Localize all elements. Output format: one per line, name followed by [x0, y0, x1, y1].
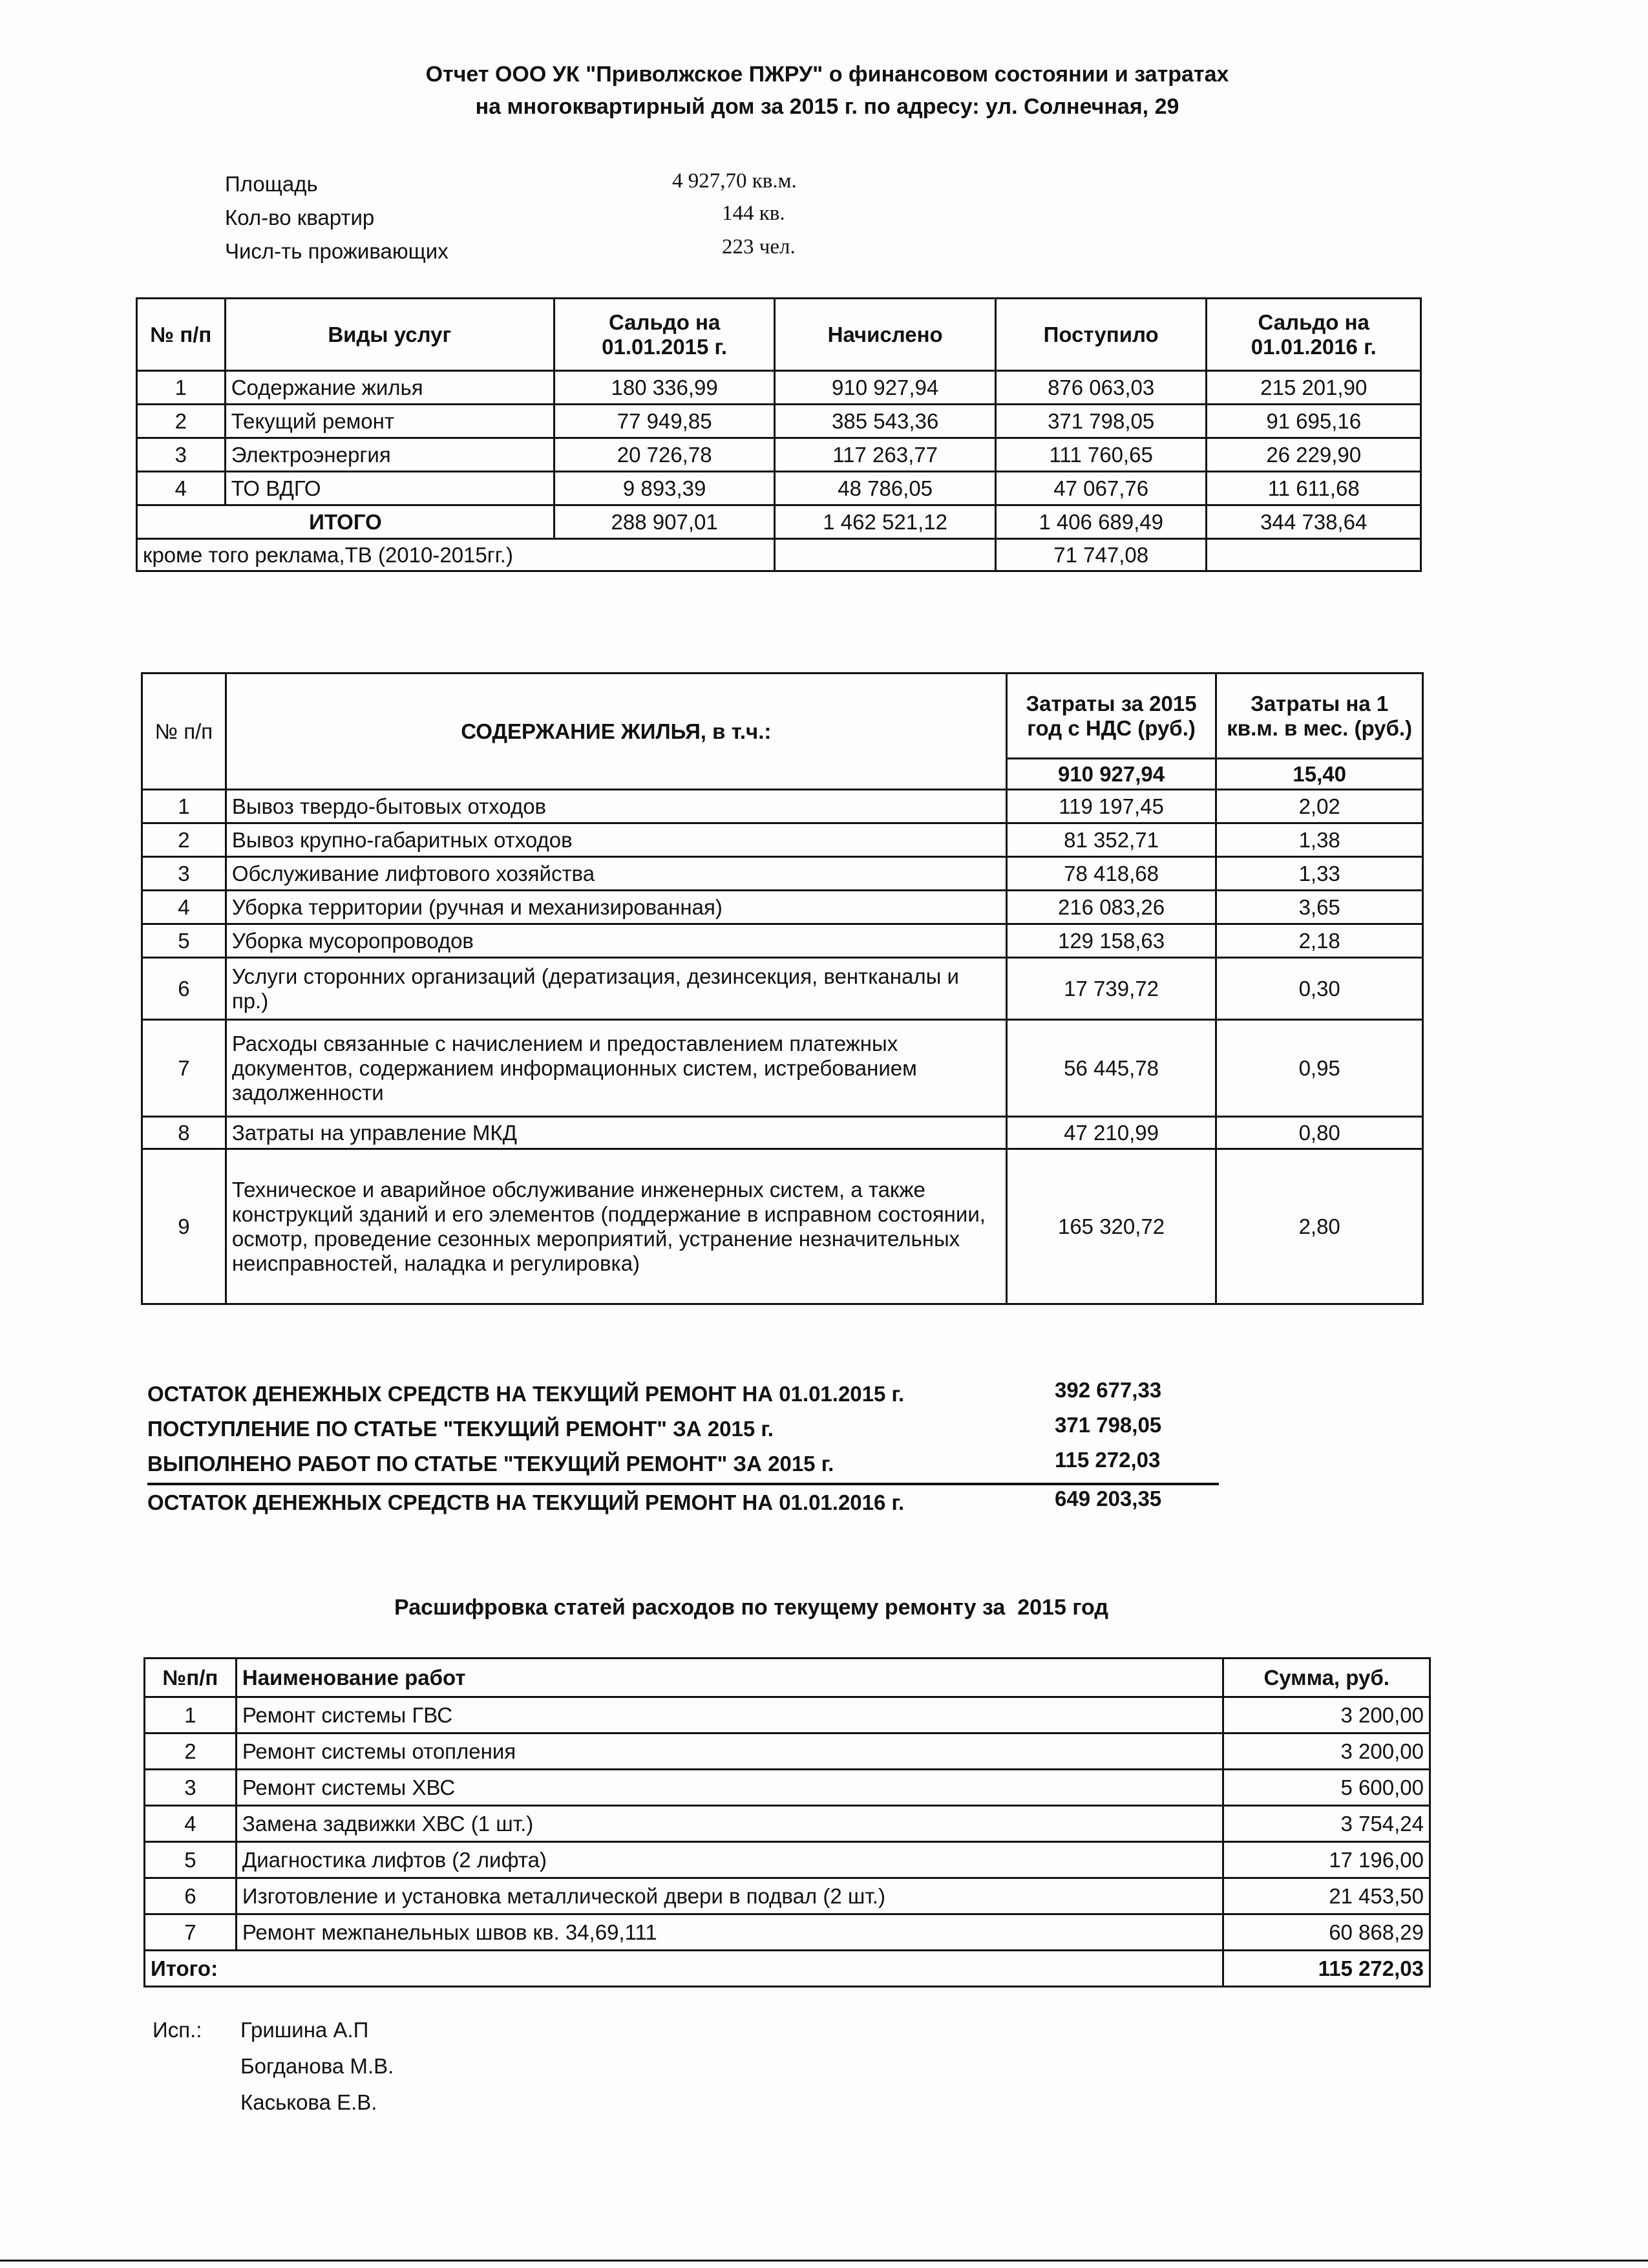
maintenance-header-number: № п/п — [142, 673, 226, 790]
maintenance-item-name: Вывоз крупно-габаритных отходов — [226, 823, 1006, 857]
document-title-line-2: на многоквартирный дом за 2015 г. по адресу: ул. Солнечная, 29 — [475, 94, 1179, 119]
maintenance-item-cost: 78 418,68 — [1006, 857, 1216, 891]
row-number: 2 — [142, 823, 226, 857]
maintenance-item-per-m2: 2,02 — [1216, 790, 1423, 823]
signature-name: Гришина А.П — [240, 2018, 369, 2042]
repair-work-sum: 3 200,00 — [1223, 1697, 1430, 1733]
table-row — [142, 924, 1423, 958]
table-row — [142, 1117, 1423, 1149]
summary-label-balance-2015: ОСТАТОК ДЕНЕЖНЫХ СРЕДСТВ НА ТЕКУЩИЙ РЕМОНТ НА 01.01.2015 г. — [147, 1382, 905, 1406]
row-number: 3 — [137, 438, 226, 472]
row-number: 4 — [142, 891, 226, 924]
balance-2015: 9 893,39 — [554, 472, 774, 505]
summary-label-balance-2016: ОСТАТОК ДЕНЕЖНЫХ СРЕДСТВ НА ТЕКУЩИЙ РЕМОНТ НА 01.01.2016 г. — [147, 1490, 905, 1514]
received: 371 798,05 — [995, 405, 1207, 438]
services-total-label: ИТОГО — [137, 505, 555, 539]
table-row — [145, 1878, 1430, 1914]
repair-work-sum: 5 600,00 — [1223, 1770, 1430, 1806]
balance-2016: 26 229,90 — [1207, 438, 1421, 472]
maintenance-table — [141, 672, 1424, 1305]
balance-2016: 215 201,90 — [1207, 371, 1421, 405]
received: 47 067,76 — [995, 472, 1207, 505]
maintenance-header-row — [142, 673, 1423, 759]
empty-cell — [1207, 539, 1421, 571]
table-row — [142, 1020, 1423, 1117]
row-number: 7 — [145, 1914, 237, 1951]
charged: 117 263,77 — [775, 438, 996, 472]
maintenance-item-per-m2: 3,65 — [1216, 891, 1423, 924]
total-balance-2016: 344 738,64 — [1207, 505, 1421, 539]
repair-work-name: Замена задвижки ХВС (1 шт.) — [236, 1806, 1223, 1842]
scan-edge-line — [0, 2260, 1648, 2262]
services-extra-received: 71 747,08 — [995, 539, 1207, 571]
row-number: 1 — [142, 790, 226, 823]
repairs-total-label: Итого: — [145, 1951, 1223, 1987]
summary-value-balance-2016: 649 203,35 — [1055, 1487, 1162, 1510]
total-balance-2015: 288 907,01 — [554, 505, 774, 539]
summary-label-received: ПОСТУПЛЕНИЕ ПО СТАТЬЕ "ТЕКУЩИЙ РЕМОНТ" ЗА 2015 г. — [147, 1417, 774, 1441]
info-apartments-label: Кол-во квартир — [225, 206, 375, 229]
repairs-total-row — [145, 1951, 1430, 1987]
repair-work-sum: 17 196,00 — [1223, 1842, 1430, 1878]
table-row — [137, 472, 1421, 505]
maintenance-item-name: Техническое и аварийное обслуживание инженерных систем, а также конструкций зданий и его элементов (поддержание в исправном состоянии, осмотр, проведение сезонных мероприятий, устранение незначительных неисправностей, наладка и регулировка) — [226, 1149, 1006, 1304]
repairs-table — [143, 1657, 1431, 1987]
summary-value-balance-2015: 392 677,33 — [1055, 1378, 1162, 1402]
maintenance-item-cost: 56 445,78 — [1006, 1020, 1216, 1117]
table-row — [145, 1733, 1430, 1770]
services-header-charged: Начислено — [775, 299, 996, 371]
balance-2016: 91 695,16 — [1207, 405, 1421, 438]
table-row — [137, 405, 1421, 438]
maintenance-item-cost: 47 210,99 — [1006, 1117, 1216, 1149]
balance-2016: 11 611,68 — [1207, 472, 1421, 505]
table-row — [137, 438, 1421, 472]
maintenance-item-cost: 119 197,45 — [1006, 790, 1216, 823]
row-number: 1 — [137, 371, 226, 405]
row-number: 6 — [145, 1878, 237, 1914]
total-charged: 1 462 521,12 — [775, 505, 996, 539]
maintenance-item-per-m2: 0,80 — [1216, 1117, 1423, 1149]
table-row — [142, 857, 1423, 891]
row-number: 2 — [137, 405, 226, 438]
table-row — [142, 891, 1423, 924]
info-apartments-value: 144 кв. — [722, 202, 785, 225]
maintenance-item-name: Уборка мусоропроводов — [226, 924, 1006, 958]
row-number: 2 — [145, 1733, 237, 1770]
services-extra-label: кроме того реклама,ТВ (2010-2015гг.) — [137, 539, 775, 571]
table-row — [145, 1914, 1430, 1951]
maintenance-item-name: Расходы связанные с начислением и предоставлением платежных документов, содержанием информационных систем, истребованием задолженности — [226, 1020, 1006, 1117]
maintenance-item-name: Затраты на управление МКД — [226, 1117, 1006, 1149]
row-number: 1 — [145, 1697, 237, 1733]
table-row — [137, 371, 1421, 405]
services-header-balance-2016: Сальдо на 01.01.2016 г. — [1207, 299, 1421, 371]
maintenance-total-per-m2: 15,40 — [1216, 759, 1423, 790]
document-title-line-1: Отчет ООО УК "Приволжское ПЖРУ" о финансовом состоянии и затратах — [425, 62, 1229, 87]
row-number: 8 — [142, 1117, 226, 1149]
received: 111 760,65 — [995, 438, 1207, 472]
summary-label-works-done: ВЫПОЛНЕНО РАБОТ ПО СТАТЬЕ "ТЕКУЩИЙ РЕМОНТ" ЗА 2015 г. — [147, 1452, 834, 1476]
repair-work-sum: 21 453,50 — [1223, 1878, 1430, 1914]
table-row — [142, 1149, 1423, 1304]
services-header-number: № п/п — [137, 299, 226, 371]
services-header-balance-2015: Сальдо на 01.01.2015 г. — [554, 299, 774, 371]
maintenance-item-cost: 165 320,72 — [1006, 1149, 1216, 1304]
total-received: 1 406 689,49 — [995, 505, 1207, 539]
balance-2015: 180 336,99 — [554, 371, 774, 405]
row-number: 4 — [145, 1806, 237, 1842]
repair-work-name: Диагностика лифтов (2 лифта) — [236, 1842, 1223, 1878]
maintenance-item-cost: 216 083,26 — [1006, 891, 1216, 924]
maintenance-item-name: Вывоз твердо-бытовых отходов — [226, 790, 1006, 823]
charged: 910 927,94 — [775, 371, 996, 405]
maintenance-header-cost: Затраты за 2015 год с НДС (руб.) — [1006, 673, 1216, 759]
services-header-name: Виды услуг — [225, 299, 554, 371]
repair-work-name: Ремонт системы отопления — [236, 1733, 1223, 1770]
services-header-row — [137, 299, 1421, 371]
charged: 48 786,05 — [775, 472, 996, 505]
service-name: ТО ВДГО — [225, 472, 554, 505]
maintenance-total-cost: 910 927,94 — [1006, 759, 1216, 790]
maintenance-item-name: Обслуживание лифтового хозяйства — [226, 857, 1006, 891]
row-number: 7 — [142, 1020, 226, 1117]
info-residents-label: Числ-ть проживающих — [225, 239, 449, 263]
maintenance-item-cost: 129 158,63 — [1006, 924, 1216, 958]
balance-2015: 77 949,85 — [554, 405, 774, 438]
table-row — [145, 1806, 1430, 1842]
table-row — [142, 790, 1423, 823]
maintenance-item-cost: 17 739,72 — [1006, 958, 1216, 1020]
services-header-received: Поступило — [995, 299, 1207, 371]
signature-name: Богданова М.В. — [240, 2054, 394, 2078]
services-table — [136, 297, 1422, 572]
maintenance-header-per-m2: Затраты на 1 кв.м. в мес. (руб.) — [1216, 673, 1423, 759]
summary-value-works-done: 115 272,03 — [1055, 1448, 1161, 1472]
maintenance-item-cost: 81 352,71 — [1006, 823, 1216, 857]
balance-2015: 20 726,78 — [554, 438, 774, 472]
service-name: Содержание жилья — [225, 371, 554, 405]
received: 876 063,03 — [995, 371, 1207, 405]
maintenance-header-name: СОДЕРЖАНИЕ ЖИЛЬЯ, в т.ч.: — [226, 673, 1006, 790]
info-area-value: 4 927,70 кв.м. — [672, 169, 797, 193]
repair-work-name: Ремонт системы ГВС — [236, 1697, 1223, 1733]
maintenance-item-per-m2: 2,18 — [1216, 924, 1423, 958]
row-number: 6 — [142, 958, 226, 1020]
service-name: Текущий ремонт — [225, 405, 554, 438]
row-number: 9 — [142, 1149, 226, 1304]
repair-work-name: Ремонт системы ХВС — [236, 1770, 1223, 1806]
table-row — [145, 1842, 1430, 1878]
row-number: 4 — [137, 472, 226, 505]
maintenance-item-per-m2: 0,30 — [1216, 958, 1423, 1020]
repair-work-sum: 3 754,24 — [1223, 1806, 1430, 1842]
maintenance-item-per-m2: 1,38 — [1216, 823, 1423, 857]
repairs-total-sum: 115 272,03 — [1223, 1951, 1430, 1987]
row-number: 5 — [142, 924, 226, 958]
maintenance-item-name: Услуги сторонних организаций (дератизация, дезинсекция, вентканалы и пр.) — [226, 958, 1006, 1020]
maintenance-item-per-m2: 0,95 — [1216, 1020, 1423, 1117]
repair-work-sum: 60 868,29 — [1223, 1914, 1430, 1951]
summary-divider — [147, 1483, 1219, 1485]
maintenance-item-per-m2: 2,80 — [1216, 1149, 1423, 1304]
repair-work-name: Ремонт межпанельных швов кв. 34,69,111 — [236, 1914, 1223, 1951]
empty-cell — [775, 539, 996, 571]
signatures-label: Исп.: — [153, 2018, 202, 2042]
charged: 385 543,36 — [775, 405, 996, 438]
row-number: 5 — [145, 1842, 237, 1878]
services-extra-row — [137, 539, 1421, 571]
maintenance-item-per-m2: 1,33 — [1216, 857, 1423, 891]
repair-work-sum: 3 200,00 — [1223, 1733, 1430, 1770]
table-row — [142, 958, 1423, 1020]
maintenance-item-name: Уборка территории (ручная и механизированная) — [226, 891, 1006, 924]
table-row — [145, 1697, 1430, 1733]
table-row — [142, 823, 1423, 857]
summary-value-received: 371 798,05 — [1055, 1413, 1162, 1437]
services-total-row — [137, 505, 1421, 539]
row-number: 3 — [145, 1770, 237, 1806]
service-name: Электроэнергия — [225, 438, 554, 472]
signature-name: Каськова Е.В. — [240, 2090, 377, 2114]
row-number: 3 — [142, 857, 226, 891]
repairs-title: Расшифровка статей расходов по текущему ремонту за 2015 год — [394, 1595, 1108, 1620]
repairs-header-sum: Сумма, руб. — [1223, 1659, 1430, 1697]
repair-work-name: Изготовление и установка металлической двери в подвал (2 шт.) — [236, 1878, 1223, 1914]
repairs-header-row — [145, 1659, 1430, 1697]
info-area-label: Площадь — [225, 172, 318, 196]
table-row — [145, 1770, 1430, 1806]
repairs-header-name: Наименование работ — [236, 1659, 1223, 1697]
info-residents-value: 223 чел. — [722, 235, 796, 259]
repairs-header-number: №п/п — [145, 1659, 237, 1697]
